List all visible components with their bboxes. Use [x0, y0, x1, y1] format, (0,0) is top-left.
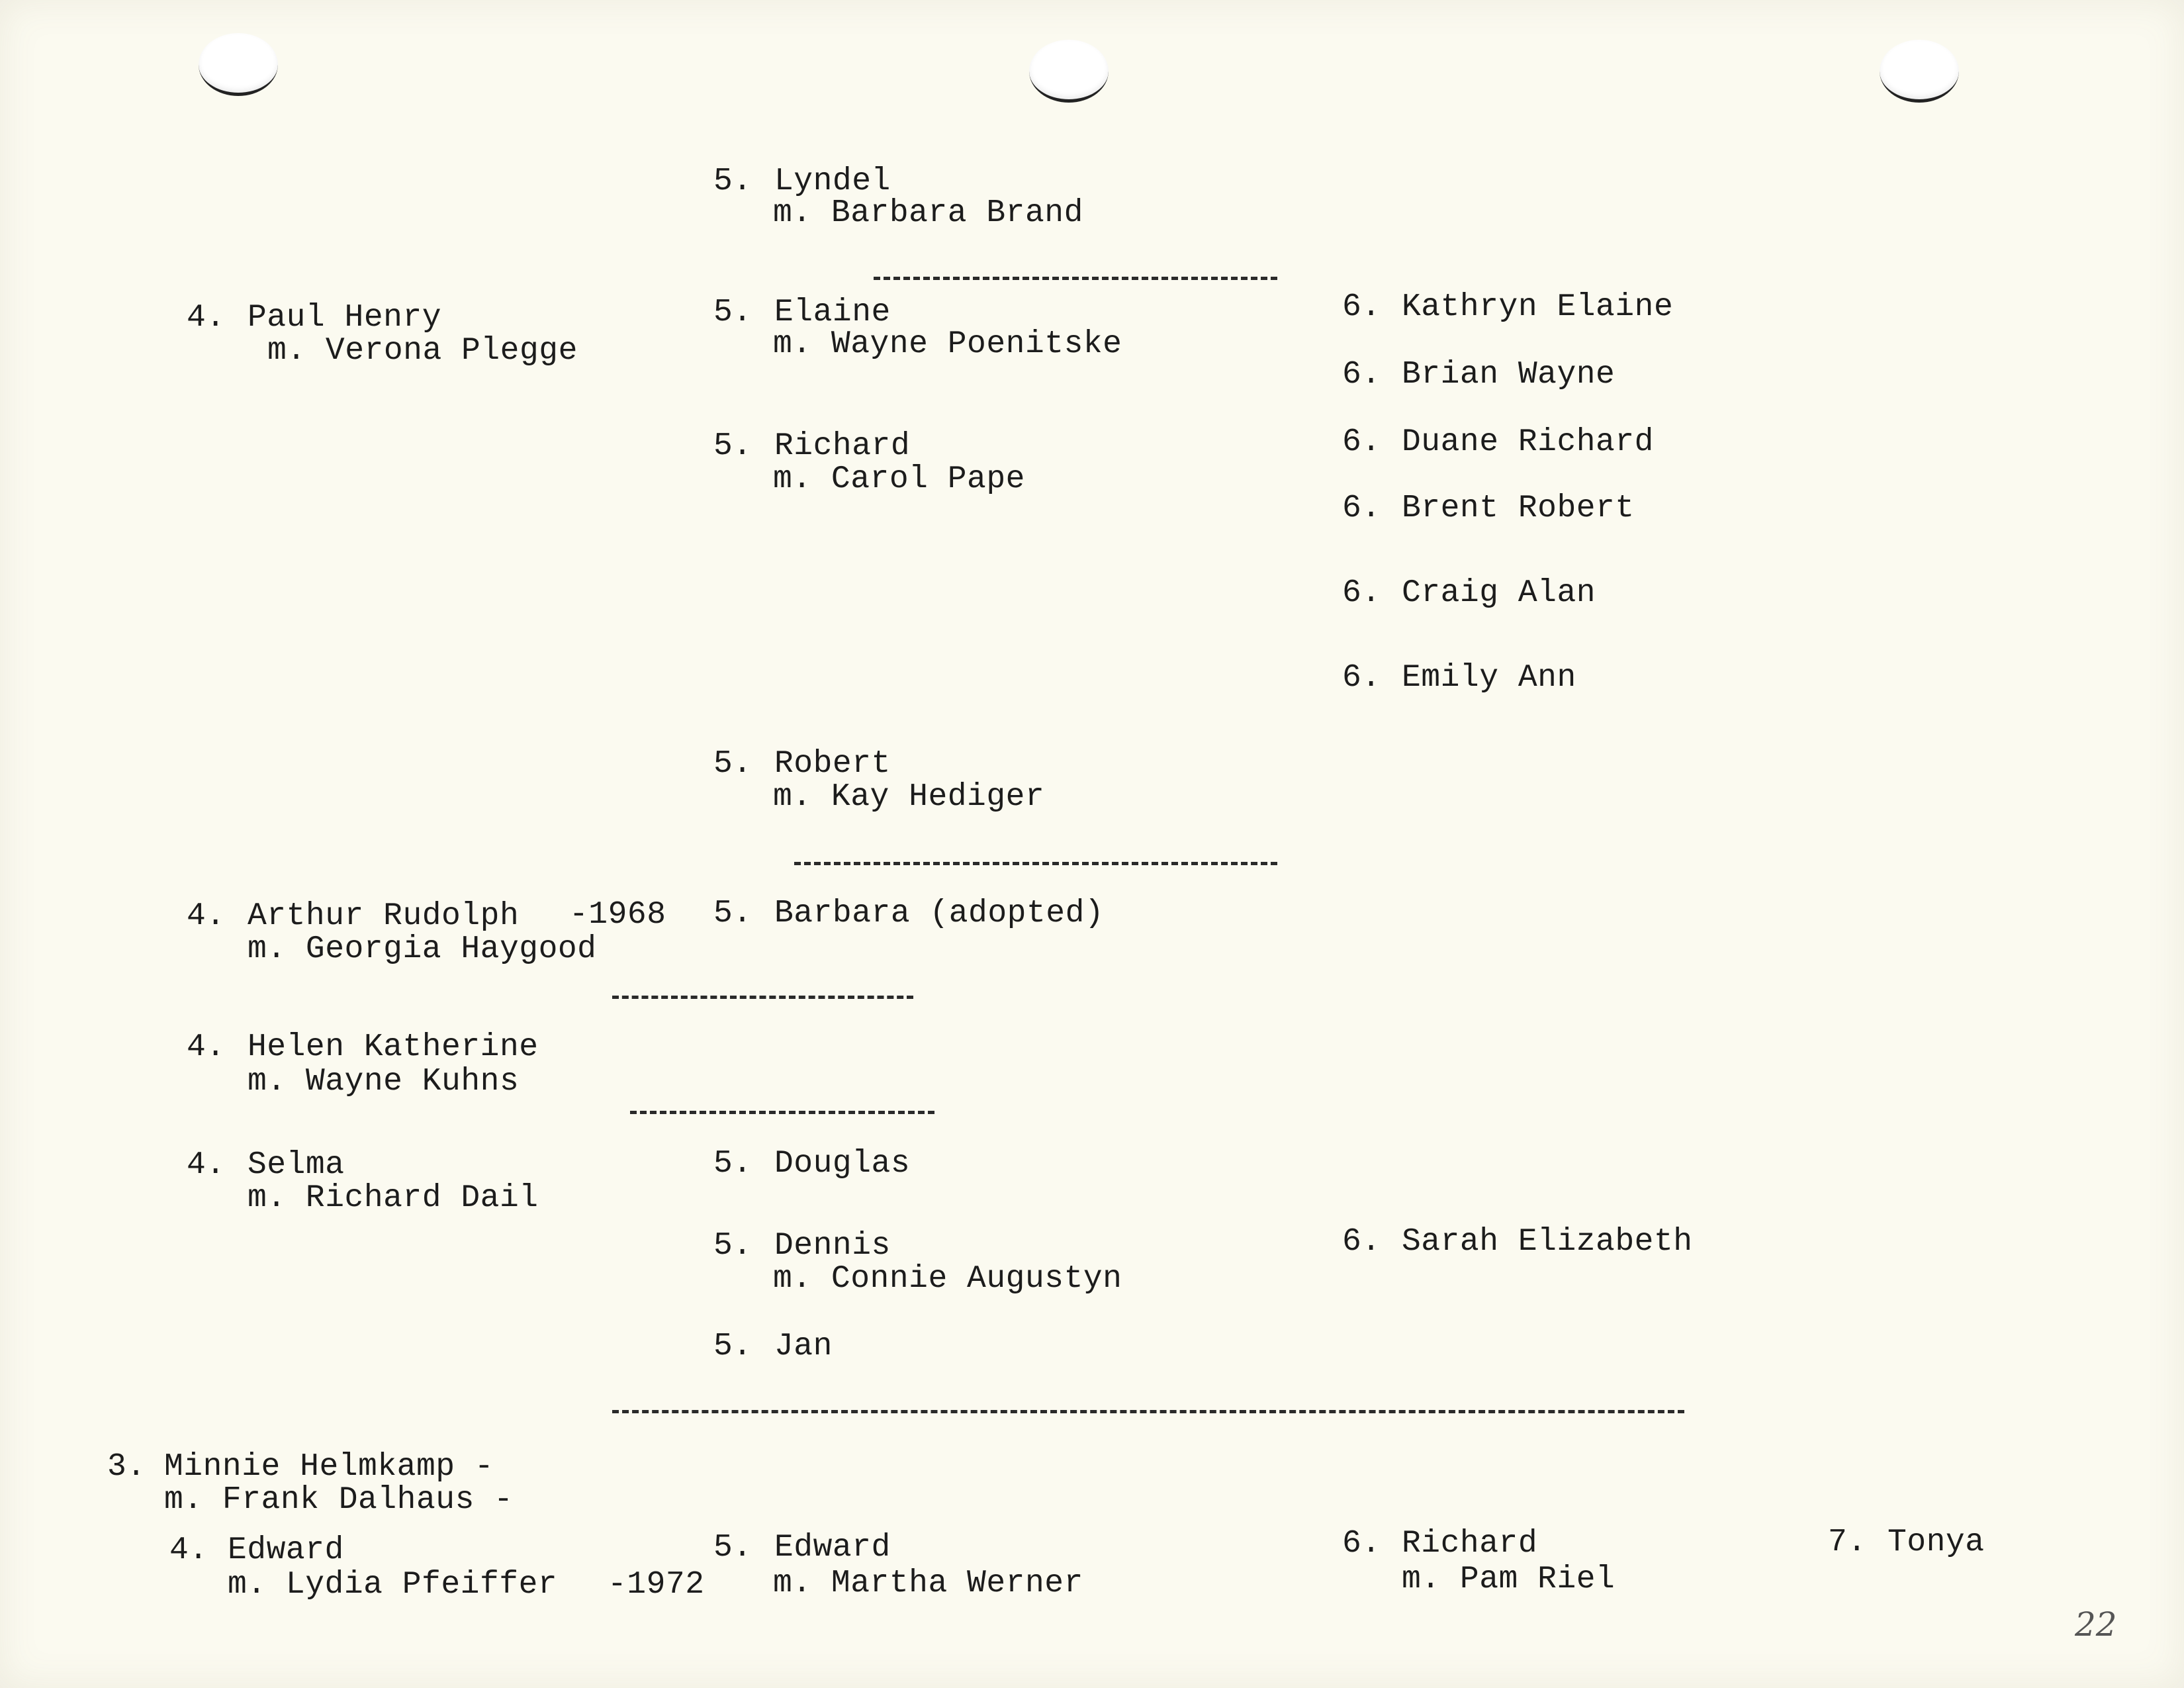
entry-name: Minnie Helmkamp - — [164, 1449, 494, 1485]
entry-num: 5. — [713, 746, 752, 782]
entry-num: 4. — [169, 1532, 208, 1568]
entry-name: Arthur Rudolph — [248, 898, 520, 934]
entry-spouse: m. Verona Plegge — [267, 333, 578, 369]
entry-spouse: m. Richard Dail — [248, 1180, 539, 1216]
entry-spouse: m. Georgia Haygood — [248, 931, 597, 967]
entry-date: -1972 — [608, 1567, 705, 1603]
entry-name: Edward — [228, 1532, 344, 1568]
entry-num: 6. — [1342, 424, 1381, 460]
entry-num: 6. — [1342, 575, 1381, 611]
entry-spouse: m. Carol Pape — [773, 461, 1025, 497]
entry-num: 5. — [713, 1329, 752, 1364]
binder-hole-right — [1880, 40, 1959, 103]
binder-hole-center — [1029, 40, 1109, 103]
entry-spouse: m. Connie Augustyn — [773, 1261, 1122, 1297]
entry-num: 6. — [1342, 491, 1381, 526]
entry-name: Richard — [1402, 1526, 1538, 1562]
entry-num: 3. — [107, 1449, 146, 1485]
entry-spouse: m. Frank Dalhaus - — [164, 1482, 514, 1518]
entry-name: Paul Henry — [248, 300, 442, 336]
entry-date: -1968 — [569, 897, 666, 933]
entry-num: 6. — [1342, 660, 1381, 696]
entry-num: 4. — [187, 1147, 226, 1183]
entry-name: Lyndel — [774, 164, 891, 199]
entry-num: 5. — [713, 896, 752, 931]
entry-spouse: m. Wayne Poenitske — [773, 326, 1122, 362]
entry-name: Tonya — [1888, 1524, 1985, 1560]
entry-num: 7. — [1828, 1524, 1867, 1560]
entry-num: 4. — [187, 1029, 226, 1065]
entry-num: 5. — [713, 295, 752, 330]
entry-spouse: m. Martha Werner — [773, 1566, 1083, 1601]
entry-num: 5. — [713, 1530, 752, 1566]
entry-name: Selma — [248, 1147, 345, 1183]
section-divider — [612, 996, 913, 999]
section-divider — [612, 1410, 1684, 1413]
entry-name: Edward — [774, 1530, 891, 1566]
entry-num: 6. — [1342, 1224, 1381, 1260]
entry-num: 4. — [187, 898, 226, 934]
entry-num: 5. — [713, 1146, 752, 1182]
entry-spouse: m. Lydia Pfeiffer — [228, 1567, 558, 1603]
entry-name: Douglas — [774, 1146, 911, 1182]
page-number: 22 — [2075, 1605, 2117, 1644]
entry-name: Craig Alan — [1402, 575, 1596, 611]
entry-num: 5. — [713, 164, 752, 199]
section-divider — [874, 277, 1277, 280]
entry-name: Duane Richard — [1402, 424, 1654, 460]
entry-name: Richard — [774, 428, 911, 464]
entry-name: Robert — [774, 746, 891, 782]
entry-name: Brian Wayne — [1402, 357, 1615, 393]
binder-hole-left — [199, 33, 278, 96]
entry-num: 6. — [1342, 357, 1381, 393]
section-divider — [630, 1111, 934, 1114]
entry-name: Kathryn Elaine — [1402, 289, 1674, 325]
entry-num: 6. — [1342, 1526, 1381, 1562]
entry-name: Barbara (adopted) — [774, 896, 1105, 931]
entry-name: Elaine — [774, 295, 891, 330]
entry-name: Sarah Elizabeth — [1402, 1224, 1693, 1260]
entry-spouse: m. Pam Riel — [1402, 1562, 1615, 1597]
entry-spouse: m. Barbara Brand — [773, 195, 1083, 231]
entry-name: Dennis — [774, 1228, 891, 1264]
entry-spouse: m. Wayne Kuhns — [248, 1064, 520, 1100]
entry-name: Emily Ann — [1402, 660, 1576, 696]
entry-num: 5. — [713, 1228, 752, 1264]
entry-num: 6. — [1342, 289, 1381, 325]
section-divider — [794, 862, 1277, 865]
entry-name: Jan — [774, 1329, 833, 1364]
entry-spouse: m. Kay Hediger — [773, 779, 1045, 815]
entry-name: Brent Robert — [1402, 491, 1635, 526]
entry-name: Helen Katherine — [248, 1029, 539, 1065]
entry-num: 4. — [187, 300, 226, 336]
entry-num: 5. — [713, 428, 752, 464]
